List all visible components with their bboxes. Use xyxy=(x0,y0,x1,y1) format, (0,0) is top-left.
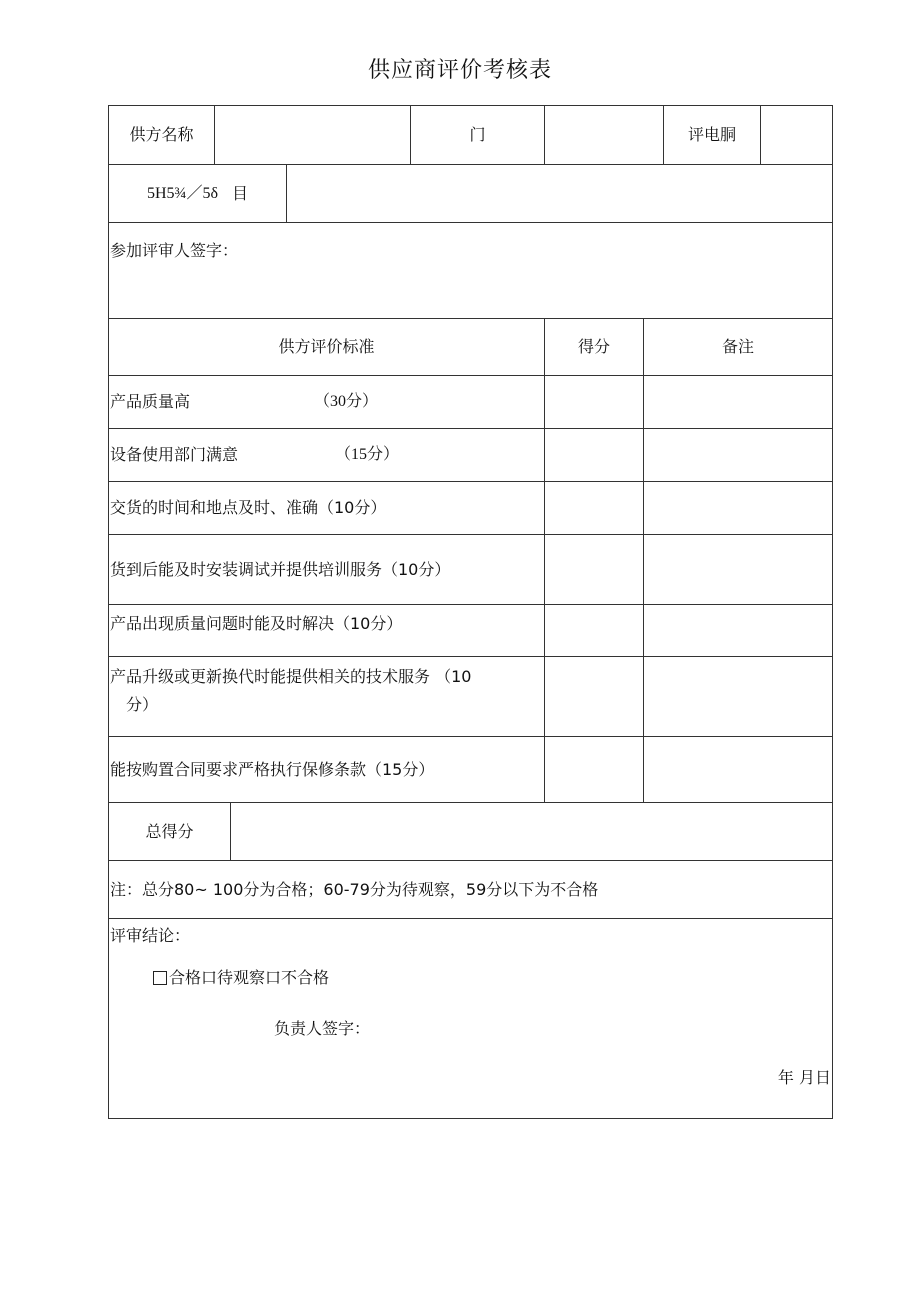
col-score-header: 得分 xyxy=(544,318,644,376)
criteria-row-quality: 产品质量高 （30分） xyxy=(108,375,545,429)
criteria-row-installation: 货到后能及时安装调试并提供培训服务（10分） xyxy=(108,534,545,605)
remark-cell[interactable] xyxy=(643,534,833,605)
criteria-row-satisfaction: 设备使用部门满意 （15分） xyxy=(108,428,545,482)
total-score-field[interactable] xyxy=(230,802,833,861)
conclusion-section xyxy=(108,918,833,1119)
score-cell[interactable] xyxy=(544,656,644,737)
supplier-name-label: 供方名称 xyxy=(108,105,215,165)
participants-label: 参加评审人签字： xyxy=(110,241,239,260)
remark-cell[interactable] xyxy=(643,656,833,737)
score-cell[interactable] xyxy=(544,736,644,803)
criteria-row-delivery: 交货的时间和地点及时、准确（10分） xyxy=(108,481,545,535)
score-cell[interactable] xyxy=(544,534,644,605)
item-label: 目 xyxy=(232,183,249,203)
scoring-note: 注：总分80~ 100分为合格；60-79分为待观察，59分以下为不合格 xyxy=(108,860,833,919)
score-cell[interactable] xyxy=(544,604,644,657)
dept-label: 门 xyxy=(410,105,545,165)
eval-label: 评电胴 xyxy=(663,105,761,165)
remark-cell[interactable] xyxy=(643,428,833,482)
conclusion-options[interactable]: 合格口待观察口不合格 xyxy=(153,967,329,989)
date-label: 年 月日 xyxy=(777,1068,831,1087)
code-label: 5H5¾／5δ xyxy=(146,184,219,202)
code-item-label xyxy=(108,164,287,223)
remark-cell[interactable] xyxy=(643,375,833,429)
signer-label: 负责人签字： xyxy=(274,1019,371,1038)
remark-cell[interactable] xyxy=(643,736,833,803)
criteria-row-warranty: 能按购置合同要求严格执行保修条款（15分） xyxy=(108,736,545,803)
conclusion-label: 评审结论： xyxy=(110,926,191,945)
criteria-row-quality-issues: 产品出现质量问题时能及时解决（10分） xyxy=(108,604,545,657)
criteria-row-upgrade: 产品升级或更新换代时能提供相关的技术服务 （10 分） xyxy=(108,656,545,737)
col-criteria-header: 供方评价标准 xyxy=(108,318,545,376)
score-cell[interactable] xyxy=(544,428,644,482)
score-cell[interactable] xyxy=(544,481,644,535)
remark-cell[interactable] xyxy=(643,604,833,657)
eval-field[interactable] xyxy=(760,105,833,165)
score-cell[interactable] xyxy=(544,375,644,429)
page-title: 供应商评价考核表 xyxy=(367,58,552,83)
checkbox-icon[interactable] xyxy=(153,971,167,985)
dept-field[interactable] xyxy=(544,105,664,165)
participants-signature-area[interactable] xyxy=(108,222,833,319)
supplier-name-field[interactable] xyxy=(214,105,411,165)
remark-cell[interactable] xyxy=(643,481,833,535)
item-field[interactable] xyxy=(286,164,833,223)
col-remark-header: 备注 xyxy=(643,318,833,376)
total-score-label: 总得分 xyxy=(108,802,231,861)
